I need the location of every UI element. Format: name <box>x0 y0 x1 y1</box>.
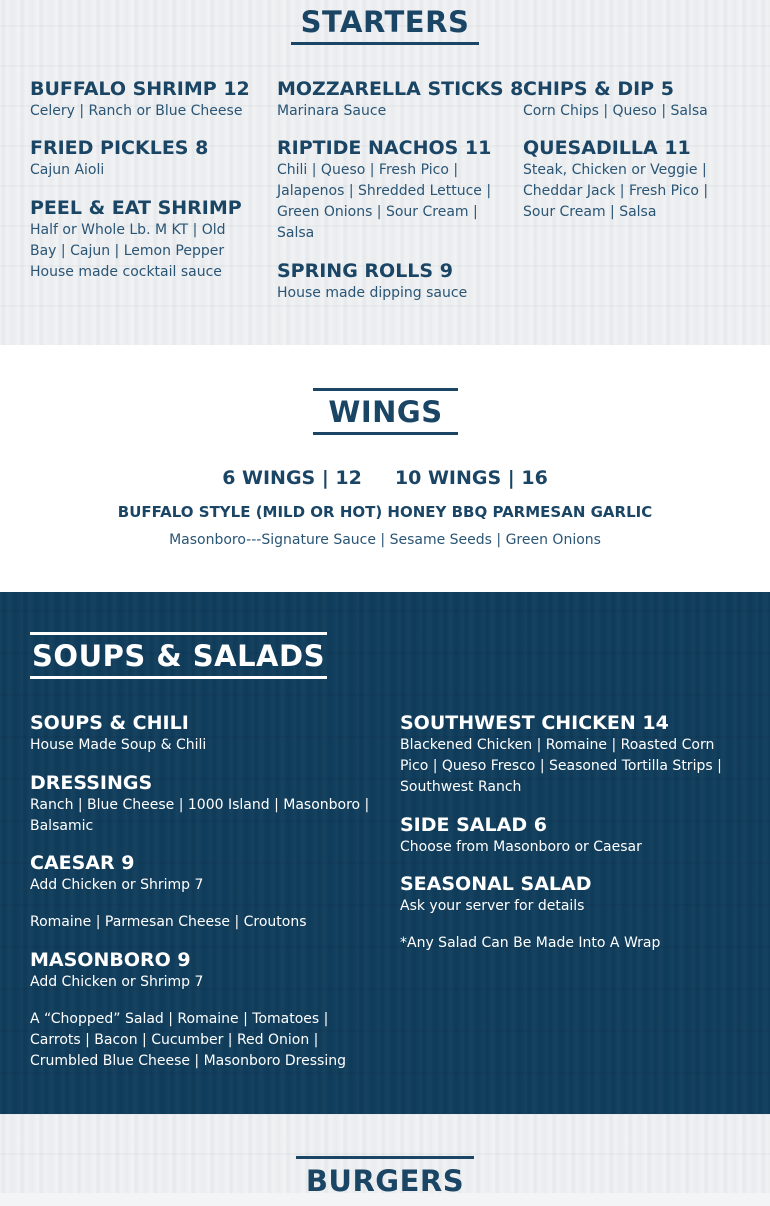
soups-salads-section <box>0 592 770 1114</box>
wings-section <box>0 345 770 592</box>
item-desc: Ranch | Blue Cheese | 1000 Island | Masonboro | Balsamic <box>30 797 370 834</box>
starters-section <box>0 0 770 345</box>
item-desc-secondary: Romaine | Parmesan Cheese | Croutons <box>30 914 307 930</box>
wings-styles: BUFFALO STYLE (MILD OR HOT) HONEY BBQ PARMESAN GARLIC <box>117 503 653 521</box>
item-desc-secondary: A “Chopped” Salad | Romaine | Tomatoes | Carrots | Bacon | Cucumber | Red Onion | Crumbled Blue Cheese | Masonboro Dressing <box>30 1011 346 1069</box>
menu-item-caesar <box>30 851 375 933</box>
wings-prices: 6 WINGS | 12 10 WINGS | 16 <box>222 467 548 489</box>
menu-item-riptide-nachos <box>277 136 502 244</box>
item-name: SOUTHWEST CHICKEN 14 <box>400 712 669 734</box>
soups-salads-title: SOUPS & SALADS <box>30 632 327 679</box>
item-name: SIDE SALAD 6 <box>400 814 547 836</box>
item-desc: Add Chicken or Shrimp 7 <box>30 877 204 893</box>
menu-item-quesadilla <box>523 136 723 223</box>
item-name: SOUPS & CHILI <box>30 712 189 734</box>
item-desc: House Made Soup & Chili <box>30 737 207 753</box>
menu-item-masonboro <box>30 948 350 1072</box>
menu-item-southwest-chicken <box>400 711 745 798</box>
item-name: RIPTIDE NACHOS 11 <box>277 137 492 159</box>
item-desc: Blackened Chicken | Romaine | Roasted Corn Pico | Queso Fresco | Seasoned Tortilla Strips | Southwest Ranch <box>400 737 722 795</box>
item-name: PEEL & EAT SHRIMP <box>30 197 242 219</box>
item-name: CAESAR 9 <box>30 852 135 874</box>
menu-item-seasonal-salad <box>400 872 745 954</box>
menu-item-spring-rolls <box>277 259 502 304</box>
item-desc: Cajun Aioli <box>30 162 105 178</box>
wrap-note: *Any Salad Can Be Made Into A Wrap <box>400 935 661 951</box>
item-name: SPRING ROLLS 9 <box>277 260 453 282</box>
wings-sauces: Masonboro---Signature Sauce | Sesame Seeds | Green Onions <box>169 532 601 548</box>
item-name: BUFFALO SHRIMP 12 <box>30 78 250 100</box>
item-name: MOZZARELLA STICKS 8 <box>277 78 524 100</box>
menu-item-buffalo-shrimp <box>30 77 255 122</box>
menu-item-dressings <box>30 771 375 837</box>
item-desc: Add Chicken or Shrimp 7 <box>30 974 204 990</box>
item-desc: Choose from Masonboro or Caesar <box>400 839 642 855</box>
item-name: QUESADILLA 11 <box>523 137 691 159</box>
item-desc: Ask your server for details <box>400 898 585 914</box>
menu-item-fried-pickles <box>30 136 255 181</box>
item-desc: Marinara Sauce <box>277 103 387 119</box>
starters-title: STARTERS <box>291 0 479 45</box>
menu-item-peel-eat-shrimp <box>30 196 242 283</box>
item-name: DRESSINGS <box>30 772 153 794</box>
item-name: MASONBORO 9 <box>30 949 191 971</box>
item-name: SEASONAL SALAD <box>400 873 592 895</box>
burgers-section <box>0 1114 770 1198</box>
menu-item-mozzarella-sticks <box>277 77 524 122</box>
item-name: FRIED PICKLES 8 <box>30 137 209 159</box>
menu-item-side-salad <box>400 813 745 858</box>
item-desc: Celery | Ranch or Blue Cheese <box>30 103 243 119</box>
wings-title: WINGS <box>313 388 458 435</box>
item-desc: Steak, Chicken or Veggie | Cheddar Jack | Fresh Pico | Sour Cream | Salsa <box>523 162 709 220</box>
menu-item-chips-dip <box>523 77 748 122</box>
menu-item-soups-chili <box>30 711 375 756</box>
item-desc: House made dipping sauce <box>277 285 468 301</box>
item-desc: Chili | Queso | Fresh Pico | Jalapenos | Shredded Lettuce | Green Onions | Sour Cream | Salsa <box>277 162 492 241</box>
item-name: CHIPS & DIP 5 <box>523 78 674 100</box>
item-desc: Half or Whole Lb. M KT | Old Bay | Cajun | Lemon Pepper House made cocktail sauce <box>30 222 226 280</box>
burgers-title: BURGERS <box>296 1156 474 1206</box>
item-desc: Corn Chips | Queso | Salsa <box>523 103 708 119</box>
